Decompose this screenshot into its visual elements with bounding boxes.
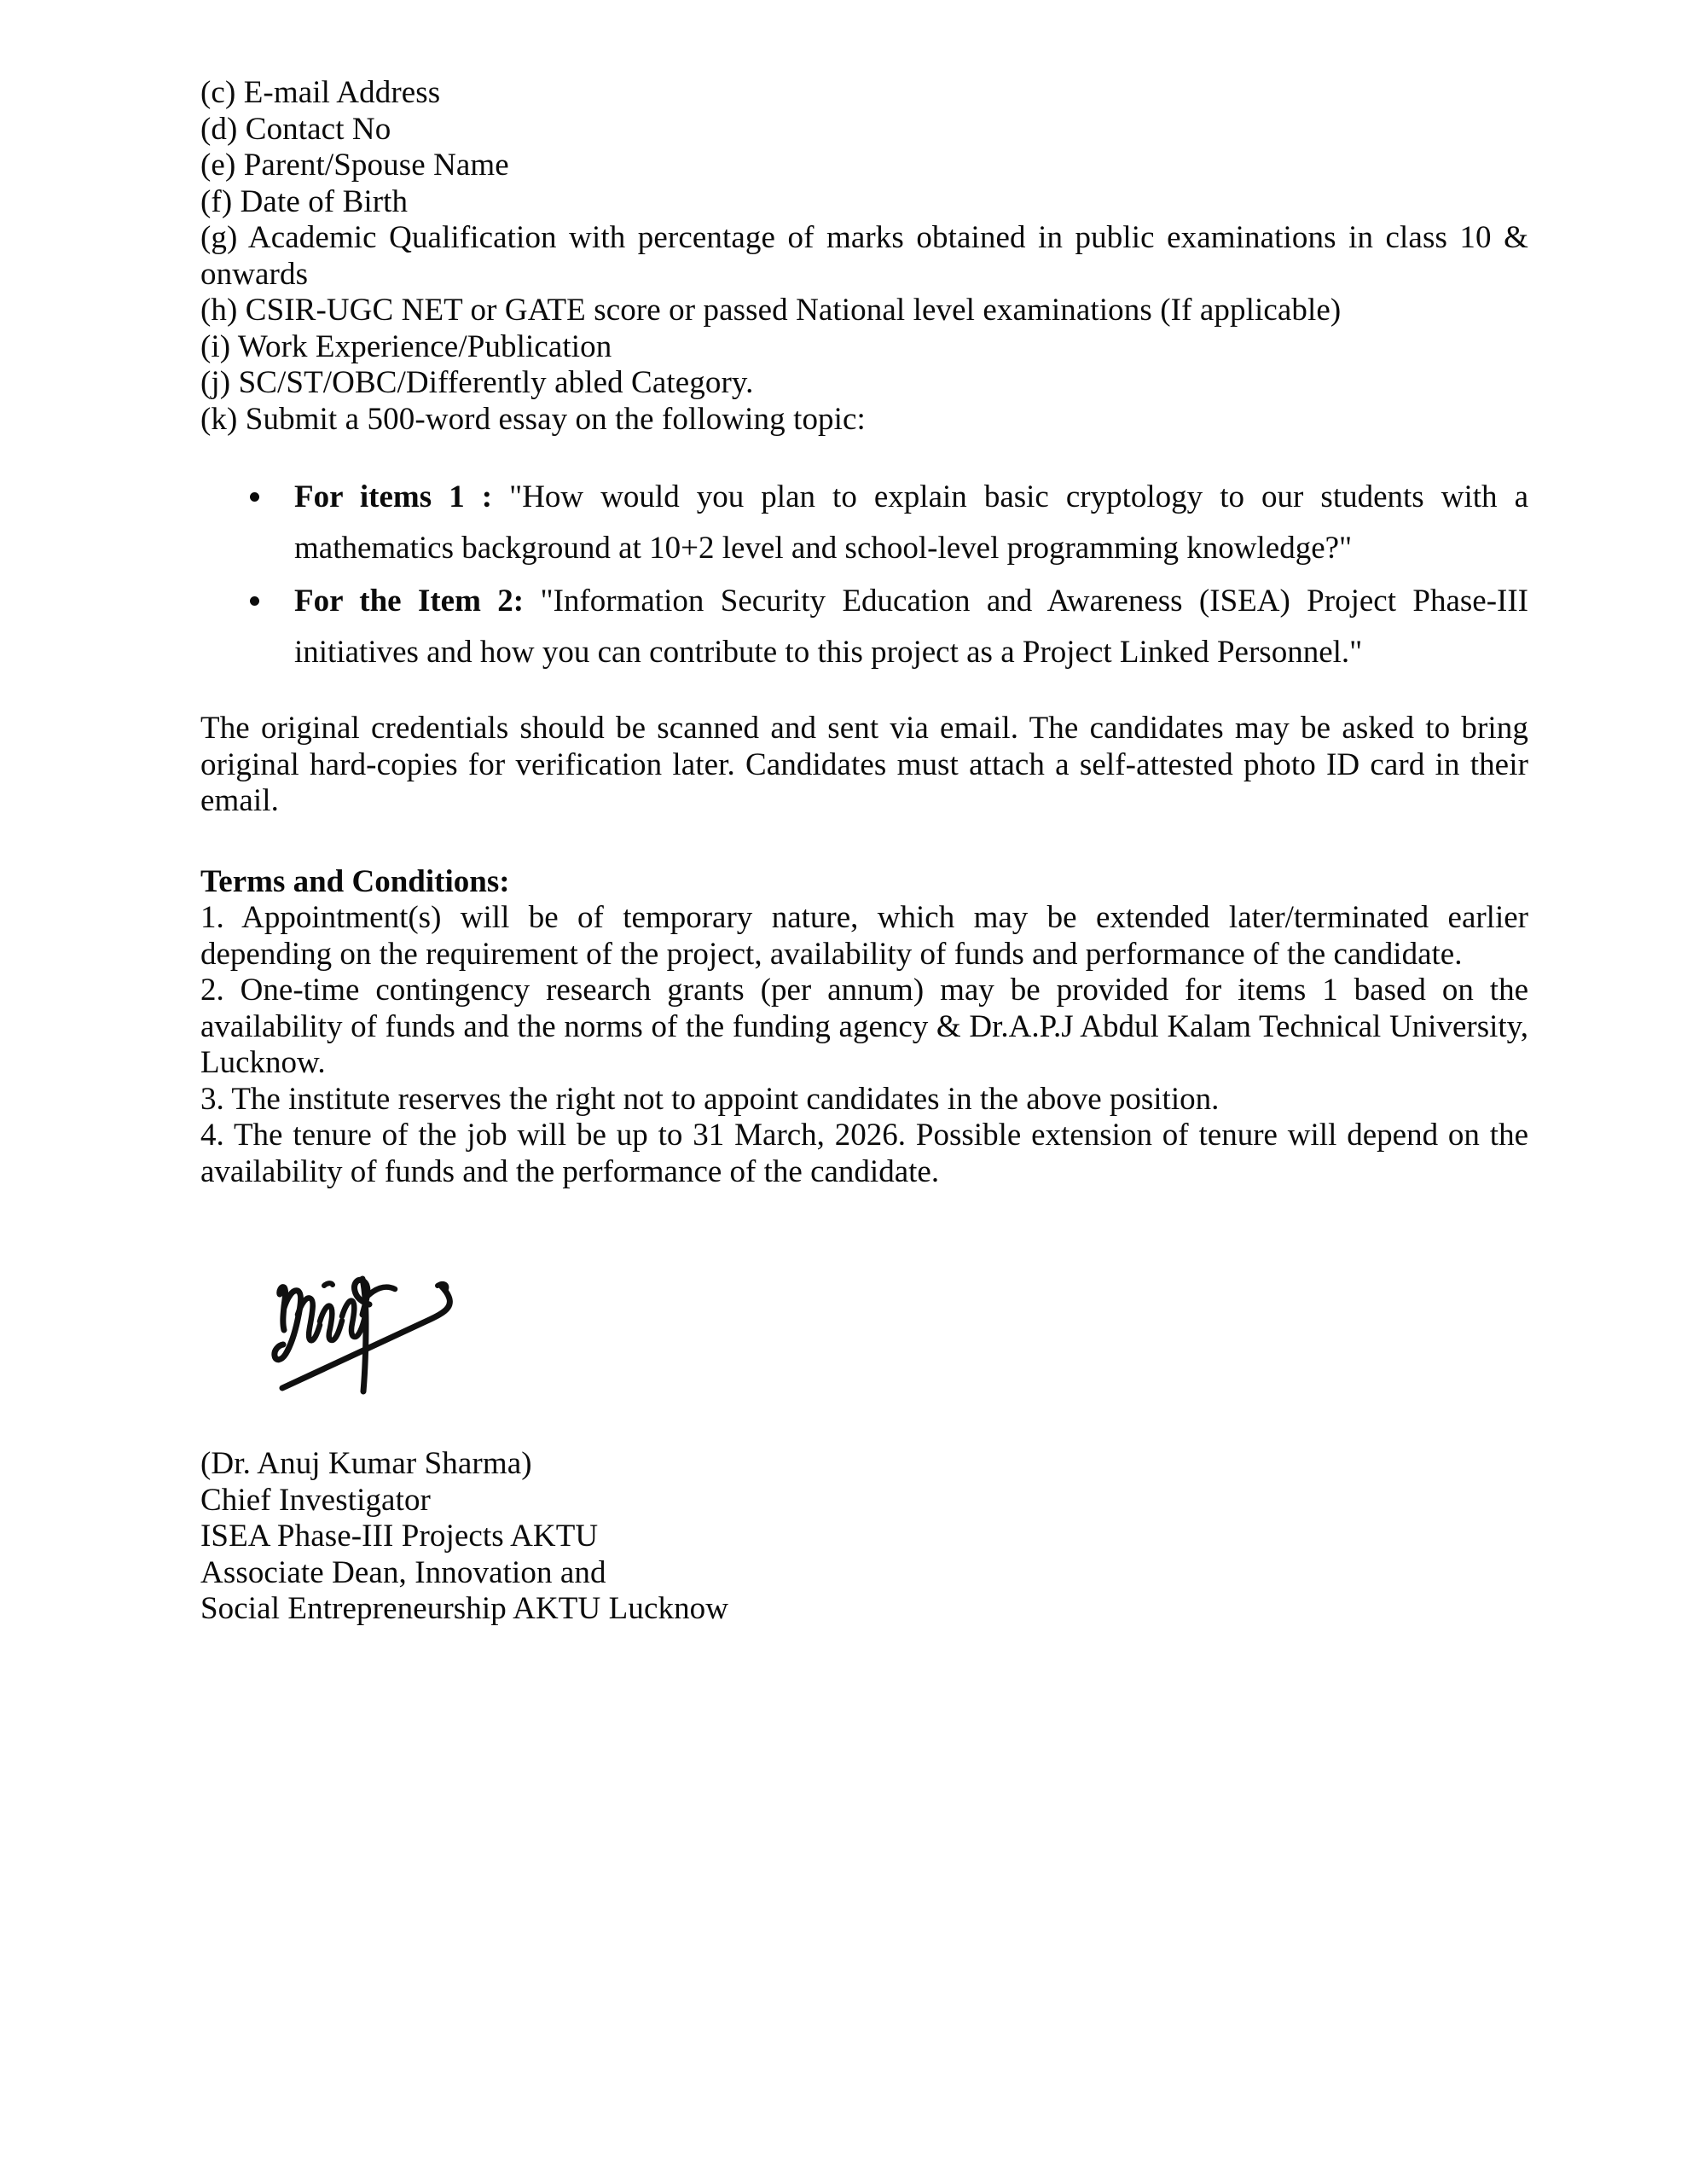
field-item-k: (k) Submit a 500-word essay on the following topic: <box>200 401 866 437</box>
terms-and-conditions-list <box>200 900 1528 1190</box>
application-fields-list <box>200 75 1528 438</box>
signatory-role-line-2: Social Entrepreneurship AKTU Lucknow <box>200 1591 729 1626</box>
essay-topic-2-text: "Information Security Education and Awareness (ISEA) Project Phase-III initiatives and how you can contribute to this project as a Project Linked Personnel." <box>294 584 1528 670</box>
field-item-h: (h) CSIR-UGC NET or GATE score or passed National level examinations (If applicable) <box>200 293 1342 328</box>
signatory-title: Chief Investigator <box>200 1482 431 1518</box>
field-item-i: (i) Work Experience/Publication <box>200 328 612 364</box>
essay-topic-2-lead: For the Item 2: <box>294 584 525 619</box>
essay-topic-1-text: "How would you plan to explain basic cryptology to our students with a mathematics background at 10+2 level and school-level programming knowledge?" <box>294 479 1528 566</box>
essay-topic-item-1 <box>200 472 1528 574</box>
spacer <box>200 680 1528 711</box>
signature-area <box>200 1241 1528 1446</box>
field-item-j: (j) SC/ST/OBC/Differently abled Category. <box>200 365 754 400</box>
bullet-point-icon <box>250 596 259 606</box>
field-item-e: (e) Parent/Spouse Name <box>200 148 509 183</box>
field-item-d: (d) Contact No <box>200 111 391 147</box>
terms-item-2: 2. One-time contingency research grants (per annum) may be provided for items 1 based on the availability of funds and the norms of the funding agency & Dr.A.P.J Abdul Kalam Technical University, Lucknow. <box>200 973 1528 1080</box>
bullet-point-icon <box>250 492 259 502</box>
terms-item-3: 3. The institute reserves the right not to appoint candidates in the above position. <box>200 1081 1220 1117</box>
essay-topic-item-2 <box>200 576 1528 678</box>
terms-item-1: 1. Appointment(s) will be of temporary nature, which may be extended later/terminated earlier depending on the requirement of the project, availability of funds and performance of the candidate. <box>200 900 1528 972</box>
credentials-note-paragraph: The original credentials should be scanned and sent via email. The candidates may be asked to bring original hard-copies for verification later. Candidates must attach a self-attested photo ID card in their email. <box>200 711 1528 818</box>
field-item-g: (g) Academic Qualification with percentage of marks obtained in public examinations in class 10 & onwards <box>200 220 1528 292</box>
spacer <box>200 820 1528 864</box>
field-item-f: (f) Date of Birth <box>200 183 409 219</box>
document-content <box>200 75 1528 1628</box>
handwritten-signature-icon <box>233 1241 523 1420</box>
signature-block <box>200 1446 1528 1628</box>
terms-item-4: 4. The tenure of the job will be up to 31 March, 2026. Possible extension of tenure will depend on the availability of funds and the performance of the candidate. <box>200 1118 1528 1189</box>
terms-and-conditions-heading: Terms and Conditions: <box>200 863 510 899</box>
signatory-project: ISEA Phase-III Projects AKTU <box>200 1519 599 1554</box>
essay-topic-1-lead: For items 1 : <box>294 479 493 514</box>
field-item-c: (c) E-mail Address <box>200 75 441 110</box>
signatory-role-line-1: Associate Dean, Innovation and <box>200 1554 606 1590</box>
signatory-name: (Dr. Anuj Kumar Sharma) <box>200 1446 532 1481</box>
essay-topics-list <box>200 472 1528 678</box>
